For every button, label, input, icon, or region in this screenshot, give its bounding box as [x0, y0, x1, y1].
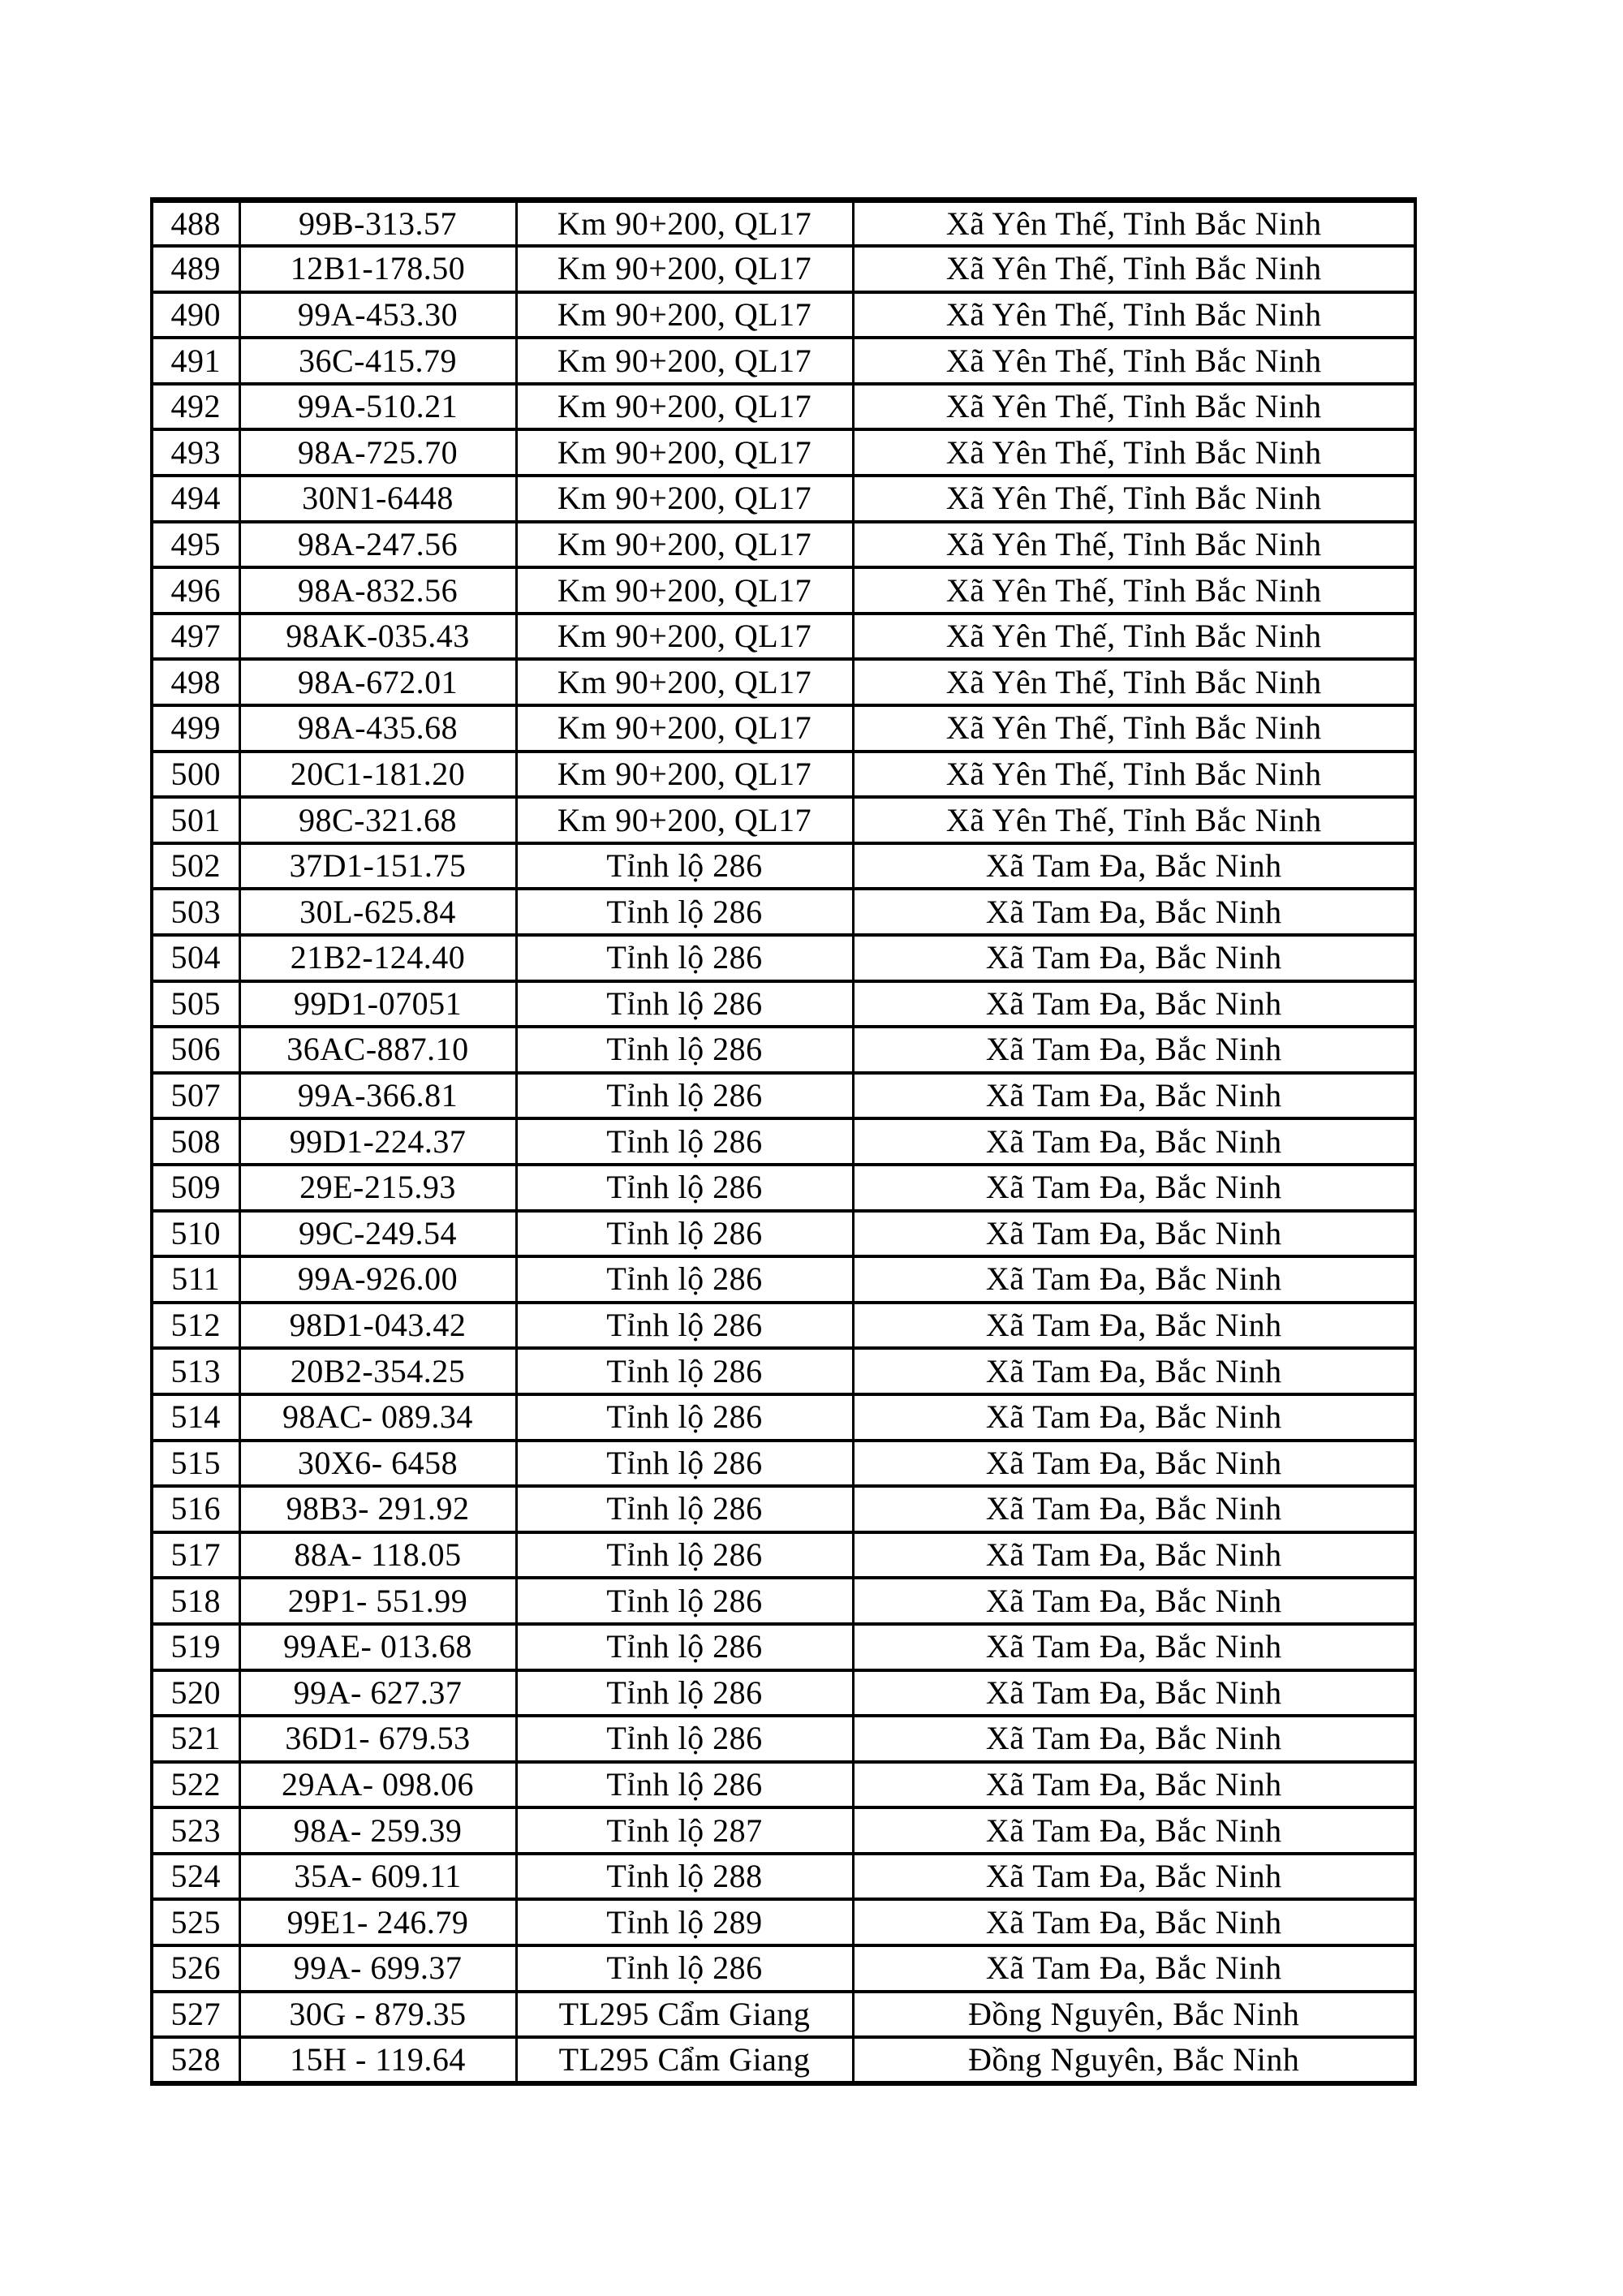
stt-cell: 492 [152, 384, 239, 430]
location-cell: Tỉnh lộ 286 [516, 1118, 853, 1165]
location-cell: Tỉnh lộ 286 [516, 1348, 853, 1394]
plate-cell: 29E-215.93 [239, 1165, 516, 1211]
plate-cell: 98C-321.68 [239, 797, 516, 843]
table-row [152, 567, 1415, 614]
location-cell: Km 90+200, QL17 [516, 476, 853, 522]
location-cell: Km 90+200, QL17 [516, 338, 853, 384]
location-cell: Km 90+200, QL17 [516, 246, 853, 292]
table-row [152, 1303, 1415, 1349]
table-row [152, 384, 1415, 430]
plate-cell: 98A- 259.39 [239, 1807, 516, 1854]
plate-cell: 99A-926.00 [239, 1256, 516, 1303]
address-cell: Xã Yên Thế, Tỉnh Bắc Ninh [853, 522, 1415, 568]
location-cell: Tỉnh lộ 286 [516, 1532, 853, 1579]
plate-cell: 15H - 119.64 [239, 2037, 516, 2083]
stt-cell: 514 [152, 1394, 239, 1441]
table-row [152, 246, 1415, 292]
address-cell: Xã Tam Đa, Bắc Ninh [853, 1165, 1415, 1211]
records-table [150, 197, 1417, 2086]
table-row [152, 1211, 1415, 1257]
location-cell: Km 90+200, QL17 [516, 200, 853, 247]
plate-cell: 99E1- 246.79 [239, 1899, 516, 1945]
plate-cell: 98A-672.01 [239, 659, 516, 705]
stt-cell: 524 [152, 1854, 239, 1900]
plate-cell: 99B-313.57 [239, 200, 516, 247]
table-row [152, 752, 1415, 798]
table-row [152, 935, 1415, 981]
plate-cell: 36AC-887.10 [239, 1027, 516, 1073]
plate-cell: 35A- 609.11 [239, 1854, 516, 1900]
address-cell: Đồng Nguyên, Bắc Ninh [853, 2037, 1415, 2083]
plate-cell: 98D1-043.42 [239, 1303, 516, 1349]
stt-cell: 497 [152, 614, 239, 660]
plate-cell: 30N1-6448 [239, 476, 516, 522]
location-cell: Tỉnh lộ 286 [516, 1165, 853, 1211]
plate-cell: 36C-415.79 [239, 338, 516, 384]
stt-cell: 506 [152, 1027, 239, 1073]
location-cell: Tỉnh lộ 286 [516, 1211, 853, 1257]
location-cell: Tỉnh lộ 286 [516, 1624, 853, 1670]
table-row [152, 1945, 1415, 1992]
address-cell: Xã Tam Đa, Bắc Ninh [853, 843, 1415, 890]
stt-cell: 505 [152, 981, 239, 1027]
stt-cell: 522 [152, 1762, 239, 1808]
address-cell: Xã Tam Đa, Bắc Ninh [853, 1578, 1415, 1624]
table-row [152, 1027, 1415, 1073]
location-cell: Tỉnh lộ 286 [516, 889, 853, 935]
plate-cell: 99C-249.54 [239, 1211, 516, 1257]
plate-cell: 98A-832.56 [239, 567, 516, 614]
plate-cell: 30X6- 6458 [239, 1441, 516, 1487]
table-row [152, 1899, 1415, 1945]
stt-cell: 488 [152, 200, 239, 247]
location-cell: Tỉnh lộ 286 [516, 1027, 853, 1073]
stt-cell: 518 [152, 1578, 239, 1624]
stt-cell: 498 [152, 659, 239, 705]
table-row [152, 981, 1415, 1027]
table-row [152, 1348, 1415, 1394]
stt-cell: 525 [152, 1899, 239, 1945]
plate-cell: 12B1-178.50 [239, 246, 516, 292]
location-cell: Tỉnh lộ 286 [516, 1256, 853, 1303]
table-row [152, 1807, 1415, 1854]
address-cell: Xã Tam Đa, Bắc Ninh [853, 1441, 1415, 1487]
table-row [152, 1992, 1415, 2038]
table-row [152, 1716, 1415, 1762]
location-cell: Km 90+200, QL17 [516, 522, 853, 568]
stt-cell: 508 [152, 1118, 239, 1165]
table-row [152, 797, 1415, 843]
address-cell: Xã Tam Đa, Bắc Ninh [853, 1394, 1415, 1441]
stt-cell: 513 [152, 1348, 239, 1394]
stt-cell: 517 [152, 1532, 239, 1579]
table-row [152, 1394, 1415, 1441]
plate-cell: 29AA- 098.06 [239, 1762, 516, 1808]
stt-cell: 495 [152, 522, 239, 568]
table-row [152, 1118, 1415, 1165]
stt-cell: 510 [152, 1211, 239, 1257]
address-cell: Xã Yên Thế, Tỉnh Bắc Ninh [853, 659, 1415, 705]
plate-cell: 29P1- 551.99 [239, 1578, 516, 1624]
table-row [152, 2037, 1415, 2083]
location-cell: Km 90+200, QL17 [516, 752, 853, 798]
stt-cell: 527 [152, 1992, 239, 2038]
address-cell: Xã Yên Thế, Tỉnh Bắc Ninh [853, 338, 1415, 384]
plate-cell: 36D1- 679.53 [239, 1716, 516, 1762]
address-cell: Đồng Nguyên, Bắc Ninh [853, 1992, 1415, 2038]
plate-cell: 99A- 699.37 [239, 1945, 516, 1992]
plate-cell: 99A-510.21 [239, 384, 516, 430]
address-cell: Xã Yên Thế, Tỉnh Bắc Ninh [853, 752, 1415, 798]
plate-cell: 21B2-124.40 [239, 935, 516, 981]
address-cell: Xã Tam Đa, Bắc Ninh [853, 1762, 1415, 1808]
stt-cell: 511 [152, 1256, 239, 1303]
plate-cell: 98AC- 089.34 [239, 1394, 516, 1441]
stt-cell: 502 [152, 843, 239, 890]
plate-cell: 98A-247.56 [239, 522, 516, 568]
location-cell: Km 90+200, QL17 [516, 659, 853, 705]
location-cell: Km 90+200, QL17 [516, 429, 853, 476]
plate-cell: 20B2-354.25 [239, 1348, 516, 1394]
stt-cell: 519 [152, 1624, 239, 1670]
address-cell: Xã Tam Đa, Bắc Ninh [853, 1945, 1415, 1992]
location-cell: Tỉnh lộ 286 [516, 1441, 853, 1487]
stt-cell: 499 [152, 705, 239, 752]
table-row [152, 476, 1415, 522]
stt-cell: 521 [152, 1716, 239, 1762]
stt-cell: 516 [152, 1486, 239, 1532]
table-row [152, 843, 1415, 890]
table-row [152, 1441, 1415, 1487]
plate-cell: 30L-625.84 [239, 889, 516, 935]
stt-cell: 515 [152, 1441, 239, 1487]
location-cell: Tỉnh lộ 289 [516, 1899, 853, 1945]
address-cell: Xã Tam Đa, Bắc Ninh [853, 1899, 1415, 1945]
address-cell: Xã Yên Thế, Tỉnh Bắc Ninh [853, 292, 1415, 338]
plate-cell: 20C1-181.20 [239, 752, 516, 798]
address-cell: Xã Yên Thế, Tỉnh Bắc Ninh [853, 567, 1415, 614]
table-row [152, 1256, 1415, 1303]
address-cell: Xã Yên Thế, Tỉnh Bắc Ninh [853, 384, 1415, 430]
location-cell: Tỉnh lộ 286 [516, 1073, 853, 1119]
table-row [152, 1578, 1415, 1624]
location-cell: Tỉnh lộ 287 [516, 1807, 853, 1854]
table-row [152, 1486, 1415, 1532]
table-row [152, 1624, 1415, 1670]
plate-cell: 99A-366.81 [239, 1073, 516, 1119]
stt-cell: 490 [152, 292, 239, 338]
location-cell: Tỉnh lộ 286 [516, 843, 853, 890]
stt-cell: 509 [152, 1165, 239, 1211]
address-cell: Xã Tam Đa, Bắc Ninh [853, 1118, 1415, 1165]
location-cell: Tỉnh lộ 286 [516, 1670, 853, 1717]
stt-cell: 528 [152, 2037, 239, 2083]
table-row [152, 522, 1415, 568]
table-row [152, 1165, 1415, 1211]
address-cell: Xã Tam Đa, Bắc Ninh [853, 935, 1415, 981]
table-row [152, 705, 1415, 752]
address-cell: Xã Tam Đa, Bắc Ninh [853, 1486, 1415, 1532]
location-cell: TL295 Cẩm Giang [516, 1992, 853, 2038]
location-cell: Km 90+200, QL17 [516, 705, 853, 752]
stt-cell: 526 [152, 1945, 239, 1992]
address-cell: Xã Tam Đa, Bắc Ninh [853, 889, 1415, 935]
stt-cell: 501 [152, 797, 239, 843]
table-row [152, 200, 1415, 247]
table-row [152, 338, 1415, 384]
address-cell: Xã Yên Thế, Tỉnh Bắc Ninh [853, 705, 1415, 752]
table-row [152, 659, 1415, 705]
location-cell: Tỉnh lộ 286 [516, 1394, 853, 1441]
stt-cell: 496 [152, 567, 239, 614]
address-cell: Xã Tam Đa, Bắc Ninh [853, 1073, 1415, 1119]
records-table-body [152, 200, 1415, 2083]
plate-cell: 98A-725.70 [239, 429, 516, 476]
address-cell: Xã Yên Thế, Tỉnh Bắc Ninh [853, 476, 1415, 522]
table-row [152, 1854, 1415, 1900]
stt-cell: 520 [152, 1670, 239, 1717]
stt-cell: 504 [152, 935, 239, 981]
plate-cell: 99D1-07051 [239, 981, 516, 1027]
plate-cell: 98AK-035.43 [239, 614, 516, 660]
location-cell: Tỉnh lộ 286 [516, 1716, 853, 1762]
plate-cell: 99AE- 013.68 [239, 1624, 516, 1670]
location-cell: TL295 Cẩm Giang [516, 2037, 853, 2083]
plate-cell: 30G - 879.35 [239, 1992, 516, 2038]
table-row [152, 1532, 1415, 1579]
location-cell: Tỉnh lộ 286 [516, 1762, 853, 1808]
plate-cell: 88A- 118.05 [239, 1532, 516, 1579]
location-cell: Km 90+200, QL17 [516, 384, 853, 430]
table-row [152, 889, 1415, 935]
stt-cell: 491 [152, 338, 239, 384]
address-cell: Xã Tam Đa, Bắc Ninh [853, 1027, 1415, 1073]
location-cell: Tỉnh lộ 286 [516, 935, 853, 981]
address-cell: Xã Tam Đa, Bắc Ninh [853, 981, 1415, 1027]
plate-cell: 37D1-151.75 [239, 843, 516, 890]
plate-cell: 98A-435.68 [239, 705, 516, 752]
stt-cell: 507 [152, 1073, 239, 1119]
location-cell: Tỉnh lộ 286 [516, 1578, 853, 1624]
table-row [152, 1073, 1415, 1119]
address-cell: Xã Tam Đa, Bắc Ninh [853, 1256, 1415, 1303]
address-cell: Xã Yên Thế, Tỉnh Bắc Ninh [853, 246, 1415, 292]
address-cell: Xã Yên Thế, Tỉnh Bắc Ninh [853, 797, 1415, 843]
table-row [152, 1670, 1415, 1717]
address-cell: Xã Tam Đa, Bắc Ninh [853, 1348, 1415, 1394]
address-cell: Xã Tam Đa, Bắc Ninh [853, 1716, 1415, 1762]
address-cell: Xã Yên Thế, Tỉnh Bắc Ninh [853, 614, 1415, 660]
stt-cell: 494 [152, 476, 239, 522]
table-row [152, 292, 1415, 338]
stt-cell: 523 [152, 1807, 239, 1854]
plate-cell: 99D1-224.37 [239, 1118, 516, 1165]
location-cell: Tỉnh lộ 286 [516, 1945, 853, 1992]
address-cell: Xã Tam Đa, Bắc Ninh [853, 1670, 1415, 1717]
plate-cell: 99A- 627.37 [239, 1670, 516, 1717]
stt-cell: 493 [152, 429, 239, 476]
address-cell: Xã Tam Đa, Bắc Ninh [853, 1624, 1415, 1670]
location-cell: Km 90+200, QL17 [516, 292, 853, 338]
address-cell: Xã Tam Đa, Bắc Ninh [853, 1211, 1415, 1257]
table-row [152, 429, 1415, 476]
stt-cell: 489 [152, 246, 239, 292]
plate-cell: 98B3- 291.92 [239, 1486, 516, 1532]
stt-cell: 503 [152, 889, 239, 935]
stt-cell: 500 [152, 752, 239, 798]
location-cell: Km 90+200, QL17 [516, 567, 853, 614]
table-row [152, 1762, 1415, 1808]
address-cell: Xã Tam Đa, Bắc Ninh [853, 1532, 1415, 1579]
stt-cell: 512 [152, 1303, 239, 1349]
table-row [152, 614, 1415, 660]
address-cell: Xã Yên Thế, Tỉnh Bắc Ninh [853, 200, 1415, 247]
address-cell: Xã Tam Đa, Bắc Ninh [853, 1303, 1415, 1349]
location-cell: Tỉnh lộ 286 [516, 1303, 853, 1349]
location-cell: Tỉnh lộ 286 [516, 981, 853, 1027]
location-cell: Km 90+200, QL17 [516, 614, 853, 660]
location-cell: Tỉnh lộ 286 [516, 1486, 853, 1532]
address-cell: Xã Yên Thế, Tỉnh Bắc Ninh [853, 429, 1415, 476]
location-cell: Km 90+200, QL17 [516, 797, 853, 843]
address-cell: Xã Tam Đa, Bắc Ninh [853, 1807, 1415, 1854]
address-cell: Xã Tam Đa, Bắc Ninh [853, 1854, 1415, 1900]
plate-cell: 99A-453.30 [239, 292, 516, 338]
location-cell: Tỉnh lộ 288 [516, 1854, 853, 1900]
